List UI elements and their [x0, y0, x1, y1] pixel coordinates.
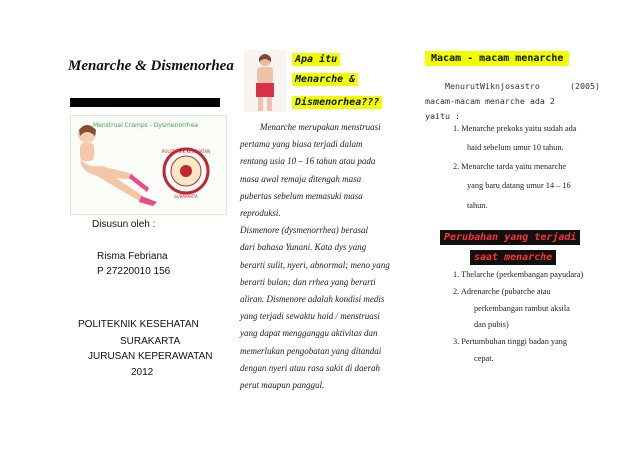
type-item-2-cont2: tahun. [467, 201, 488, 210]
cover-illustration [70, 115, 227, 215]
section-heading-types: Macam - macam menarche [425, 51, 569, 66]
type-item-2: 2. Menarche tarda yaitu menarche [453, 162, 567, 171]
institution-line-2: SURAKARTA [120, 336, 181, 347]
paragraph-line: reproduksi. [240, 208, 281, 219]
section-heading-what-is-1: Apa itu [292, 53, 340, 66]
paragraph-line: yang dapat mengganggu aktivitas dan [240, 328, 378, 339]
source-line-3: yaitu : [425, 111, 460, 121]
publication-year: 2012 [131, 367, 154, 378]
section-heading-changes-2: saat menarche [470, 250, 556, 265]
definition-paragraph [240, 119, 415, 394]
cover-illustration-caption: Menstrual Cramps - Dysmenorrhea [93, 122, 198, 129]
brochure-title: Menarche & Dismenorhea [68, 58, 234, 74]
paragraph-line: memerlukan pengobatan yang ditandai [240, 345, 382, 356]
change-item-2-cont: perkembangan rambut aksila [474, 304, 570, 313]
author-label: Disusun oleh : [92, 219, 156, 230]
section-heading-what-is-3: Dismenorhea??? [292, 96, 382, 109]
paragraph-line: dengan nyeri atau rasa sakit di daerah [240, 362, 380, 373]
type-item-1: 1. Menarche prekoks yaitu sudah ada [453, 124, 577, 133]
change-item-2: 2. Adrenarche (pubarche atau [453, 287, 551, 296]
paragraph-line: rentang usia 10 – 16 tahun atau pada [240, 156, 376, 167]
paragraph-line: pubertas sebelum memasuki masa [240, 190, 363, 201]
change-item-2-cont2: dan pubis) [474, 320, 509, 329]
author-id: P 27220010 156 [97, 266, 171, 277]
institution-line-3: JURUSAN KEPERAWATAN [88, 351, 213, 362]
paragraph-line: Menarche merupakan menstruasi [260, 122, 381, 132]
change-item-3-cont: cepat. [474, 354, 494, 363]
source-author: MenurutWiknjosastro [445, 81, 540, 91]
seal-city: SURAKARTA [174, 194, 198, 199]
paragraph-line: pertama yang biasa terjadi dalam [240, 139, 363, 150]
institution-line-1: POLITEKNIK KESEHATAN [78, 319, 199, 330]
paragraph-line: dari bahasa Yunani. Kata dys yang [240, 242, 367, 253]
section-heading-changes-1: Perubahan yang terjadi [440, 230, 580, 245]
woman-photo-thumbnail [244, 50, 286, 112]
seal-text: POLITEKNIK KESEHATAN [161, 149, 211, 154]
paragraph-line: aliran. Dismenore adalah kondisi medis [240, 294, 385, 305]
paragraph-line: berarti sulit, nyeri, abnormal; meno yang [240, 259, 390, 270]
title-divider-bar [70, 98, 220, 107]
source-line-2: macam-macam menarche ada 2 [425, 96, 555, 106]
author-name: Risma Febriana [97, 251, 168, 262]
change-item-3: 3. Pertumbuhan tinggi badan yang [453, 337, 568, 346]
woman-with-seal-illustration [71, 116, 226, 214]
paragraph-line: Dismenore (dysmenorrhea) berasal [240, 225, 368, 236]
type-item-1-cont: haid sebelum umur 10 tahun. [467, 143, 564, 152]
paragraph-line: masa awal remaja ditengah masa [240, 173, 362, 184]
paragraph-line: yang terjadi sewaktu haid / menstruasi [240, 311, 380, 322]
type-item-2-cont: yang baru datang umur 14 – 16 [467, 181, 571, 190]
paragraph-line: perut maupun panggul. [240, 380, 325, 391]
source-year: (2005) [570, 81, 600, 91]
section-heading-what-is-2: Menarche & [292, 73, 358, 86]
paragraph-line: berarti bulan; dan rrhea yang berarti [240, 276, 376, 287]
change-item-1: 1. Thelarche (perkembangan payudara) [453, 270, 584, 279]
